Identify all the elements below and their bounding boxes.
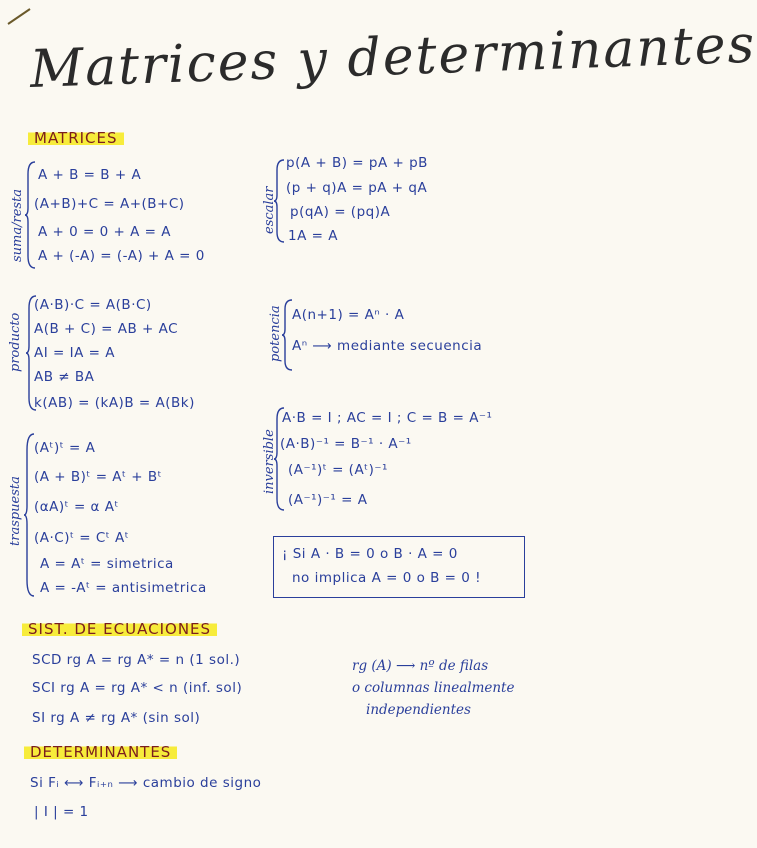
equation: SCI rg A = rg A* < n (inf. sol) xyxy=(32,680,243,696)
page-title: Matrices y determinantes xyxy=(28,14,757,100)
equation: (A⁻¹)⁻¹ = A xyxy=(288,492,368,508)
brace-icon xyxy=(274,158,286,244)
equation: SCD rg A = rg A* = n (1 sol.) xyxy=(32,652,241,668)
section-heading-matrices: MATRICES xyxy=(28,129,124,147)
equation: A(B + C) = AB + AC xyxy=(34,321,179,337)
equation: (A·C)ᵗ = Cᵗ Aᵗ xyxy=(34,530,130,546)
warning-line: ¡ Si A · B = 0 o B · A = 0 xyxy=(282,546,458,562)
group-label-potencia: potencia xyxy=(268,305,283,362)
equation: A = Aᵗ = simetrica xyxy=(40,556,174,572)
brace-icon xyxy=(24,432,36,598)
equation: (A·B)⁻¹ = B⁻¹ · A⁻¹ xyxy=(280,436,412,452)
equation: 1A = A xyxy=(288,228,338,244)
equation: k(AB) = (kA)B = A(Bk) xyxy=(34,395,195,411)
equation: (αA)ᵗ = α Aᵗ xyxy=(34,499,119,515)
equation: p(qA) = (pq)A xyxy=(290,204,391,220)
equation: (A+B)+C = A+(B+C) xyxy=(34,196,185,212)
group-label-inversible: inversible xyxy=(262,429,277,494)
warning-line: no implica A = 0 o B = 0 ! xyxy=(292,570,482,586)
equation: A = -Aᵗ = antisimetrica xyxy=(40,580,207,596)
equation: (A⁻¹)ᵗ = (Aᵗ)⁻¹ xyxy=(288,462,388,478)
pencil-mark-icon xyxy=(6,6,34,26)
equation: Aⁿ ⟶ mediante secuencia xyxy=(292,338,483,354)
equation: (A + B)ᵗ = Aᵗ + Bᵗ xyxy=(34,469,163,485)
section-heading-determinantes: DETERMINANTES xyxy=(24,743,177,761)
rank-note: independientes xyxy=(366,702,471,718)
equation: AB ≠ BA xyxy=(34,369,95,385)
equation: p(A + B) = pA + pB xyxy=(286,155,428,171)
rank-note: rg (A) ⟶ nº de filas xyxy=(352,658,489,674)
equation: (Aᵗ)ᵗ = A xyxy=(34,440,96,456)
equation: Si Fᵢ ⟷ Fᵢ₊ₙ ⟶ cambio de signo xyxy=(30,775,262,791)
rank-note: o columnas linealmente xyxy=(352,680,515,696)
equation: A(n+1) = Aⁿ · A xyxy=(292,307,405,323)
group-label-suma: suma/resta xyxy=(10,188,25,262)
equation: AI = IA = A xyxy=(34,345,115,361)
equation: SI rg A ≠ rg A* (sin sol) xyxy=(32,710,201,726)
equation: A·B = I ; AC = I ; C = B = A⁻¹ xyxy=(282,410,493,426)
equation: (A·B)·C = A(B·C) xyxy=(34,297,152,313)
equation: A + (-A) = (-A) + A = 0 xyxy=(38,248,205,264)
group-label-escalar: escalar xyxy=(262,186,277,234)
brace-icon xyxy=(25,160,37,270)
section-heading-sistemas: SIST. DE ECUACIONES xyxy=(22,620,217,638)
equation: A + 0 = 0 + A = A xyxy=(38,224,171,240)
equation: A + B = B + A xyxy=(38,167,142,183)
equation: (p + q)A = pA + qA xyxy=(286,180,428,196)
group-label-producto: producto xyxy=(8,312,23,372)
equation: | I | = 1 xyxy=(34,804,89,820)
warning-box xyxy=(273,536,525,598)
group-label-traspuesta: traspuesta xyxy=(8,476,23,546)
